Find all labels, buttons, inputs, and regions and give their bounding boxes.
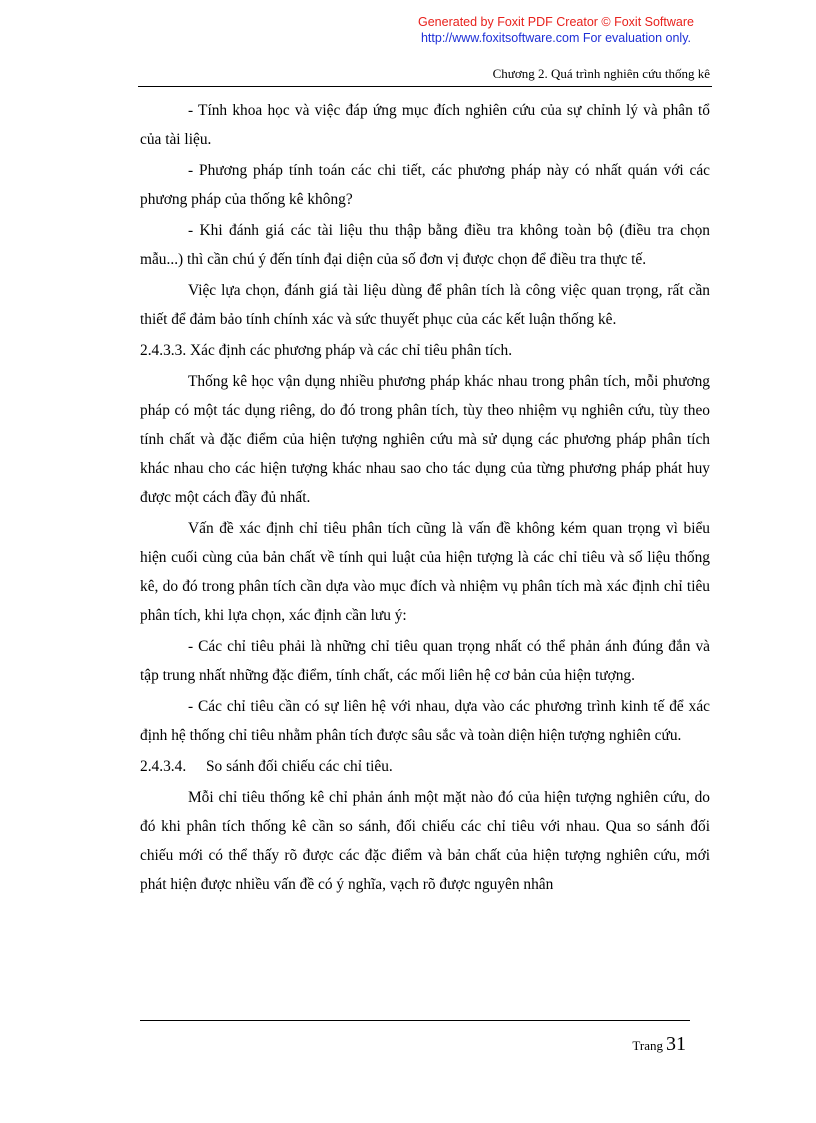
watermark-line-2: http://www.foxitsoftware.com For evaluation only. <box>420 31 692 45</box>
paragraph-methods: Thống kê học vận dụng nhiều phương pháp khác nhau trong phân tích, mỗi phương pháp có một tác dụng riêng, do đó trong phân tích, tùy theo nhiệm vụ nghiên cứu, tùy theo tính chất và đặc điểm của hiện tượng nghiên cứu mà sử dụng các phương pháp phân tích khác nhau cho các hiện tượng khác nhau sao cho tác dụng của từng phương pháp phát huy được một cách đầy đủ nhất. <box>140 373 710 506</box>
foxit-watermark <box>404 14 708 46</box>
page-body <box>140 96 710 899</box>
section-heading-2-4-3-4 <box>140 752 710 781</box>
paragraph-criteria-sampling: - Khi đánh giá các tài liệu thu thập bằng điều tra không toàn bộ (điều tra chọn mẫu...) thì cần chú ý đến tính đại diện của số đơn vị được chọn để điều tra thực tế. <box>140 222 710 268</box>
section-number: 2.4.3.4. <box>140 758 187 775</box>
paragraph-criteria-methods: - Phương pháp tính toán các chi tiết, các phương pháp này có nhất quán với các phương pháp của thống kê không? <box>140 162 710 208</box>
header-rule <box>138 86 712 87</box>
paragraph-comparison: Mỗi chỉ tiêu thống kê chỉ phản ánh một mặt nào đó của hiện tượng nghiên cứu, do đó khi phân tích thống kê cần so sánh, đối chiếu các chỉ tiêu với nhau. Qua so sánh đối chiếu mới có thể thấy rõ được các đặc điểm và bản chất của hiện tượng nghiên cứu, mới phát hiện được nhiều vấn đề có ý nghĩa, vạch rõ được nguyên nhân <box>140 789 710 893</box>
paragraph-criteria-scientific: - Tính khoa học và việc đáp ứng mục đích nghiên cứu của sự chỉnh lý và phân tổ của tài liệu. <box>140 102 710 148</box>
page-number <box>632 1033 686 1056</box>
section-heading-2-4-3-3: 2.4.3.3. Xác định các phương pháp và các chỉ tiêu phân tích. <box>140 342 513 359</box>
paragraph-indicator-rule-1: - Các chỉ tiêu phải là những chỉ tiêu quan trọng nhất có thể phản ánh đúng đắn và tập trung nhất những đặc điểm, tính chất, các mối liên hệ cơ bản của hiện tượng. <box>140 638 710 684</box>
page-number-value: 31 <box>666 1033 686 1055</box>
footer-rule <box>140 1020 690 1021</box>
section-title: So sánh đối chiếu các chỉ tiêu. <box>206 758 393 775</box>
paragraph-indicator-rule-2: - Các chỉ tiêu cần có sự liên hệ với nhau, dựa vào các phương trình kinh tế để xác định hệ thống chỉ tiêu nhằm phân tích được sâu sắc và toàn diện hiện tượng nghiên cứu. <box>140 698 710 744</box>
chapter-running-header: Chương 2. Quá trình nghiên cứu thống kê <box>492 66 710 81</box>
paragraph-selection: Việc lựa chọn, đánh giá tài liệu dùng để phân tích là công việc quan trọng, rất cần thiết để đảm bảo tính chính xác và sức thuyết phục của các kết luận thống kê. <box>140 282 710 328</box>
watermark-line-1: Generated by Foxit PDF Creator © Foxit Software <box>418 15 694 29</box>
page-label: Trang <box>632 1038 663 1053</box>
paragraph-indicators: Vấn đề xác định chỉ tiêu phân tích cũng là vấn đề không kém quan trọng vì biểu hiện cuối cùng của bản chất về tính qui luật của hiện tượng là các chỉ tiêu và số liệu thống kê, do đó trong phân tích cần dựa vào mục đích và nhiệm vụ phân tích mà xác định chỉ tiêu phân tích, khi lựa chọn, xác định cần lưu ý: <box>140 520 710 624</box>
